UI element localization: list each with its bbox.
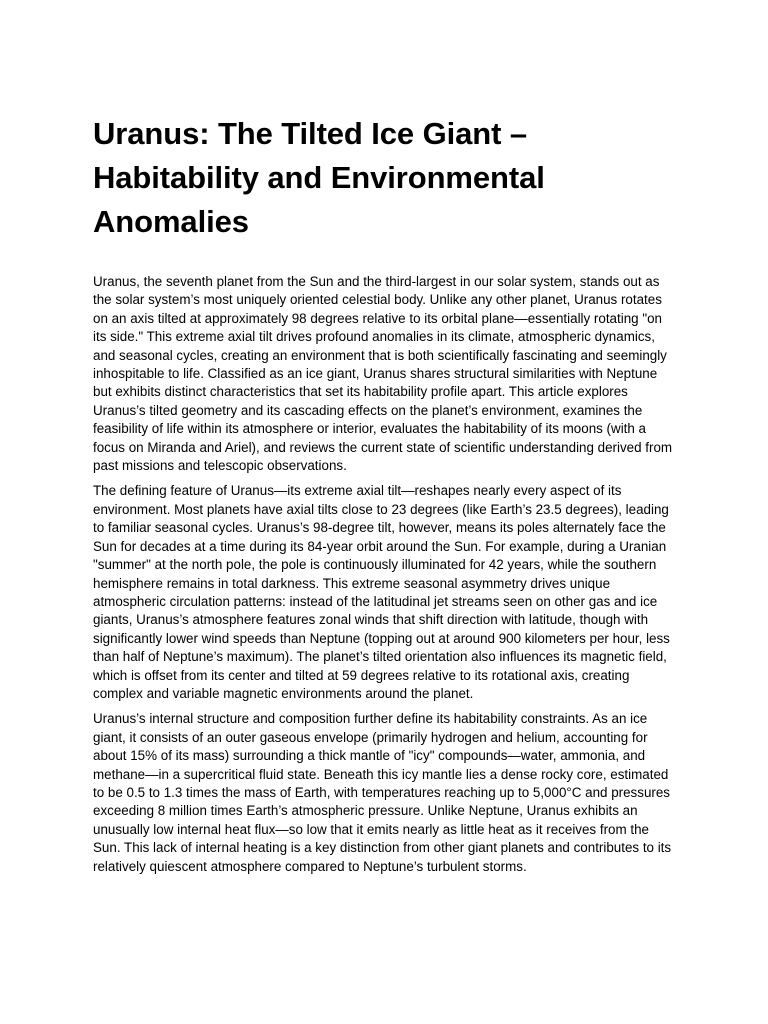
paragraph-axial-tilt: The defining feature of Uranus—its extreme axial tilt—reshapes nearly every aspect of its environment. Most planets have axial tilts close to 23 degrees (like Earth’s 23.5 degrees), leading to familiar seasonal cycles. Uranus’s 98-degree tilt, however, means its poles alternately face the Sun for decades at a time during its 84-year orbit around the Sun. For example, during a Uranian "summer" at the north pole, the pole is continuously illuminated for 42 years, while the southern hemisphere remains in total darkness. This extreme seasonal asymmetry drives unique atmospheric circulation patterns: instead of the latitudinal jet streams seen on other gas and ice giants, Uranus’s atmosphere features zonal winds that shift direction with latitude, though with significantly lower wind speeds than Neptune (topping out at around 900 kilometers per hour, less than half of Neptune’s maximum). The planet’s tilted orientation also influences its magnetic field, which is offset from its center and tilted at 59 degrees relative to its rotational axis, creating complex and variable magnetic environments around the planet.: [93, 483, 670, 701]
paragraph-intro: Uranus, the seventh planet from the Sun and the third-largest in our solar system, stands out as the solar system’s most uniquely oriented celestial body. Unlike any other planet, Uranus rotates on an axis tilted at approximately 98 degrees relative to its orbital plane—essentially rotating "on its side." This extreme axial tilt drives profound anomalies in its climate, atmospheric dynamics, and seasonal cycles, creating an environment that is both scientifically fascinating and seemingly inhospitable to life. Classified as an ice giant, Uranus shares structural similarities with Neptune but exhibits distinct characteristics that set its habitability profile apart. This article explores Uranus’s tilted geometry and its cascading effects on the planet’s environment, examines the feasibility of life within its atmosphere or interior, evaluates the habitability of its moons (with a focus on Miranda and Ariel), and reviews the current state of scientific understanding derived from past missions and telescopic observations.: [93, 274, 673, 474]
paragraph-internal-structure: Uranus’s internal structure and composition further define its habitability constraints. As an ice giant, it consists of an outer gaseous envelope (primarily hydrogen and helium, accounting for about 15% of its mass) surrounding a thick mantle of "icy" compounds—water, ammonia, and methane—in a supercritical fluid state. Beneath this icy mantle lies a dense rocky core, estimated to be 0.5 to 1.3 times the mass of Earth, with temperatures reaching up to 5,000°C and pressures exceeding 8 million times Earth’s atmospheric pressure. Unlike Neptune, Uranus exhibits an unusually low internal heat flux—so low that it emits nearly as little heat as it receives from the Sun. This lack of internal heating is a key distinction from other giant planets and contributes to its relatively quiescent atmosphere compared to Neptune’s turbulent storms.: [93, 711, 672, 874]
article: [93, 112, 677, 883]
article-title: Uranus: The Tilted Ice Giant – Habitability and Environmental Anomalies: [93, 116, 545, 239]
